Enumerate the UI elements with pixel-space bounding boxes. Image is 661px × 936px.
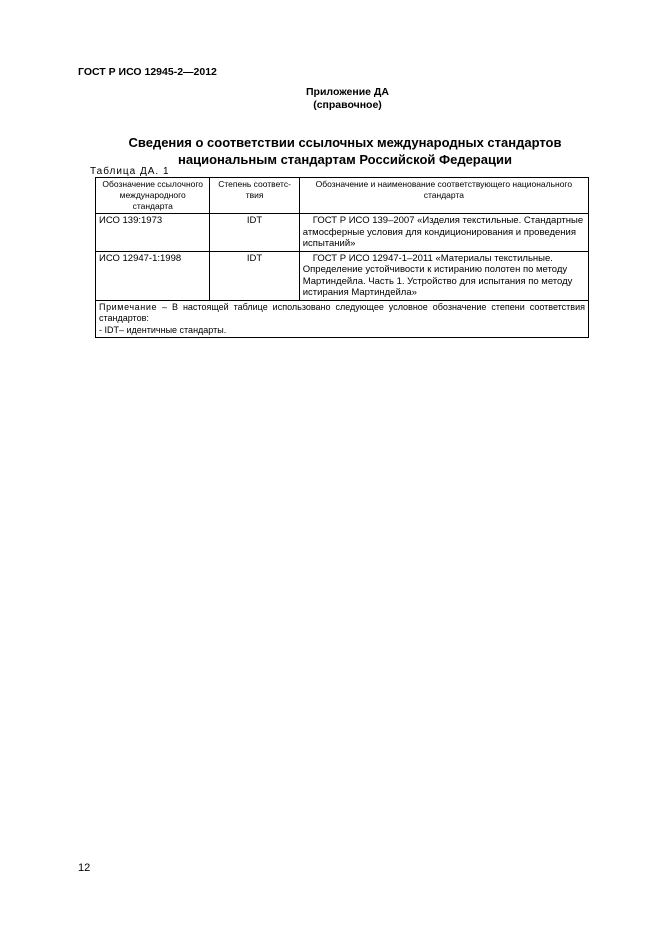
main-title-line-1: Сведения о соответствии ссылочных международных стандартов	[128, 135, 562, 150]
table-note	[96, 300, 589, 338]
note-item: - IDT– идентичные стандарты.	[99, 324, 227, 335]
table-row	[96, 214, 589, 252]
main-title-line-2: национальным стандартам Российской Федерации	[178, 152, 512, 167]
main-title	[80, 134, 610, 168]
cell-national-standard: ГОСТ Р ИСО 12947-1–2011 «Материалы текстильные. Определение устойчивости к истиранию полотен по методу Мартиндейла. Часть 1. Устройство для испытания по методу истирания Мартиндейла»	[299, 251, 588, 300]
appendix-heading	[0, 86, 661, 112]
cell-reference-standard: ИСО 12947-1:1998	[96, 251, 210, 300]
note-text: – В настоящей таблице использовано следующее условное обозначение степени соответствия стандартов:	[99, 301, 585, 323]
table-note-row	[96, 300, 589, 338]
table-header-row	[96, 178, 589, 214]
cell-national-standard: ГОСТ Р ИСО 139–2007 «Изделия текстильные. Стандартные атмосферные условия для кондиционирования и проведения испытаний»	[299, 214, 588, 252]
header-reference-standard: Обозначение ссылочного международного стандарта	[96, 178, 210, 214]
page-number: 12	[78, 862, 91, 874]
cell-degree: IDT	[210, 214, 299, 252]
header-degree: Степень соответс-твия	[210, 178, 299, 214]
cell-degree: IDT	[210, 251, 299, 300]
cell-reference-standard: ИСО 139:1973	[96, 214, 210, 252]
header-national-standard: Обозначение и наименование соответствующего национального стандарта	[299, 178, 588, 214]
table-label: Таблица ДА. 1	[90, 166, 170, 177]
appendix-title: Приложение ДА	[306, 86, 389, 98]
appendix-subtitle: (справочное)	[313, 99, 382, 111]
standards-table	[95, 177, 589, 338]
table-row	[96, 251, 589, 300]
note-label: Примечание	[99, 301, 158, 312]
document-code: ГОСТ Р ИСО 12945-2—2012	[78, 66, 217, 78]
